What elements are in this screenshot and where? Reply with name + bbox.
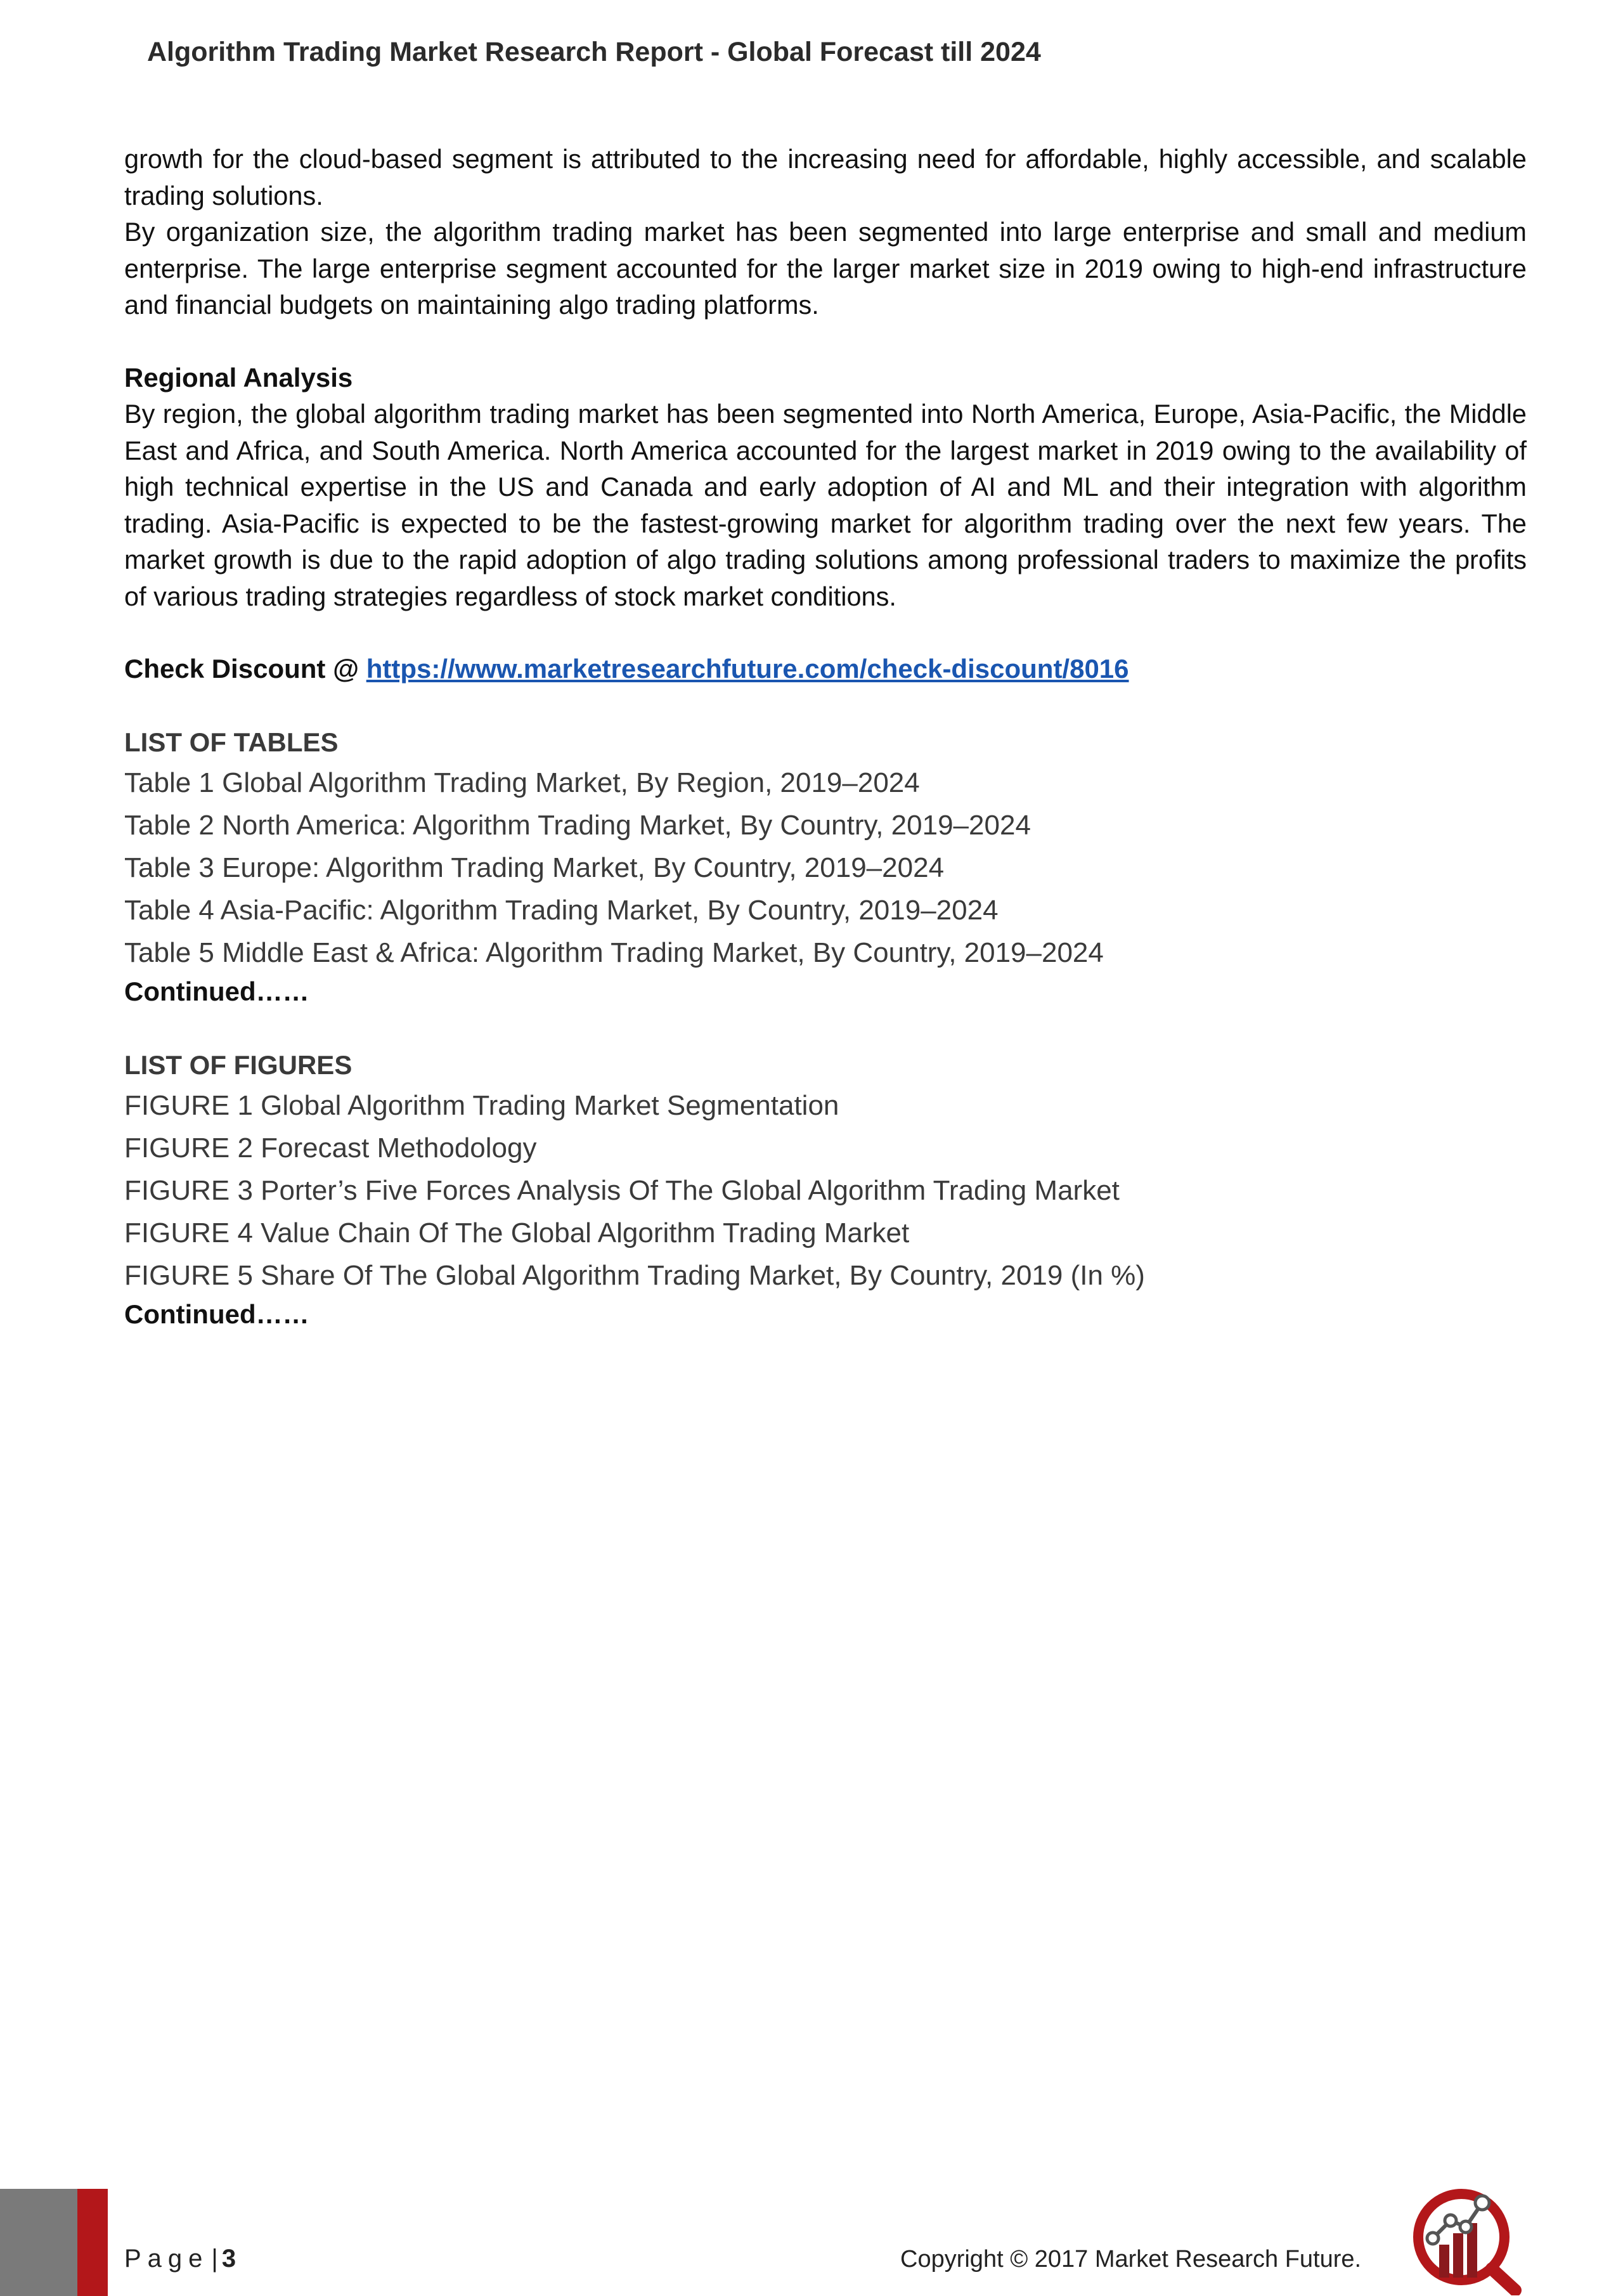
page-content <box>124 141 1527 1332</box>
market-research-future-logo-icon <box>1401 2181 1534 2295</box>
footer-red-bar <box>77 2189 108 2296</box>
figure-list-item: FIGURE 5 Share Of The Global Algorithm Trading Market, By Country, 2019 (In %) <box>124 1260 1145 1291</box>
page-number <box>124 2245 236 2273</box>
page-separator: | <box>211 2245 218 2273</box>
figure-list-item: FIGURE 4 Value Chain Of The Global Algorithm Trading Market <box>124 1217 910 1249</box>
table-list-item: Table 1 Global Algorithm Trading Market, By Region, 2019–2024 <box>124 767 920 798</box>
regional-analysis-heading: Regional Analysis <box>124 362 353 392</box>
tables-continued-text: Continued…… <box>124 976 309 1006</box>
copyright-text: Copyright © 2017 Market Research Future. <box>900 2246 1362 2273</box>
page-label: Page <box>124 2245 209 2273</box>
check-discount-link[interactable]: https://www.marketresearchfuture.com/check-discount/8016 <box>366 654 1129 684</box>
page-number-value: 3 <box>221 2245 236 2273</box>
check-discount-line <box>124 651 1527 687</box>
report-header-title: Algorithm Trading Market Research Report - Global Forecast till 2024 <box>147 37 1041 67</box>
list-of-figures-heading: LIST OF FIGURES <box>124 1050 352 1080</box>
table-list-item: Table 4 Asia-Pacific: Algorithm Trading Market, By Country, 2019–2024 <box>124 895 999 926</box>
figures-continued-text: Continued…… <box>124 1299 309 1329</box>
tables-list <box>124 762 1527 974</box>
figures-list <box>124 1084 1527 1297</box>
figure-list-item: FIGURE 1 Global Algorithm Trading Market Segmentation <box>124 1090 839 1121</box>
regional-analysis-paragraph: By region, the global algorithm trading market has been segmented into North America, Europe, Asia-Pacific, the Middle East and Africa, and South America. North America accounted for the largest market in 2019 owing to the availability of high technical expertise in the US and Canada and early adoption of AI and ML and their integration with algorithm trading. Asia-Pacific is expected to be the fastest-growing market for algorithm trading over the next few years. The market growth is due to the rapid adoption of algo trading solutions among professional traders to maximize the profits of various trading strategies regardless of stock market conditions. <box>124 399 1527 611</box>
table-list-item: Table 5 Middle East & Africa: Algorithm Trading Market, By Country, 2019–2024 <box>124 937 1104 968</box>
figure-list-item: FIGURE 3 Porter’s Five Forces Analysis Of The Global Algorithm Trading Market <box>124 1175 1120 1206</box>
footer-gray-bar <box>0 2189 77 2296</box>
cloud-segment-paragraph: growth for the cloud-based segment is attributed to the increasing need for affordable, highly accessible, and scalable trading solutions. <box>124 144 1527 211</box>
list-of-tables-heading: LIST OF TABLES <box>124 727 339 757</box>
check-discount-label: Check Discount @ <box>124 654 366 684</box>
table-list-item: Table 3 Europe: Algorithm Trading Market, By Country, 2019–2024 <box>124 852 945 883</box>
organization-size-paragraph: By organization size, the algorithm trading market has been segmented into large enterprise and small and medium enterprise. The large enterprise segment accounted for the larger market size in 2019 owing to high-end infrastructure and financial budgets on maintaining algo trading platforms. <box>124 217 1527 320</box>
table-list-item: Table 2 North America: Algorithm Trading Market, By Country, 2019–2024 <box>124 810 1031 841</box>
figure-list-item: FIGURE 2 Forecast Methodology <box>124 1132 537 1164</box>
